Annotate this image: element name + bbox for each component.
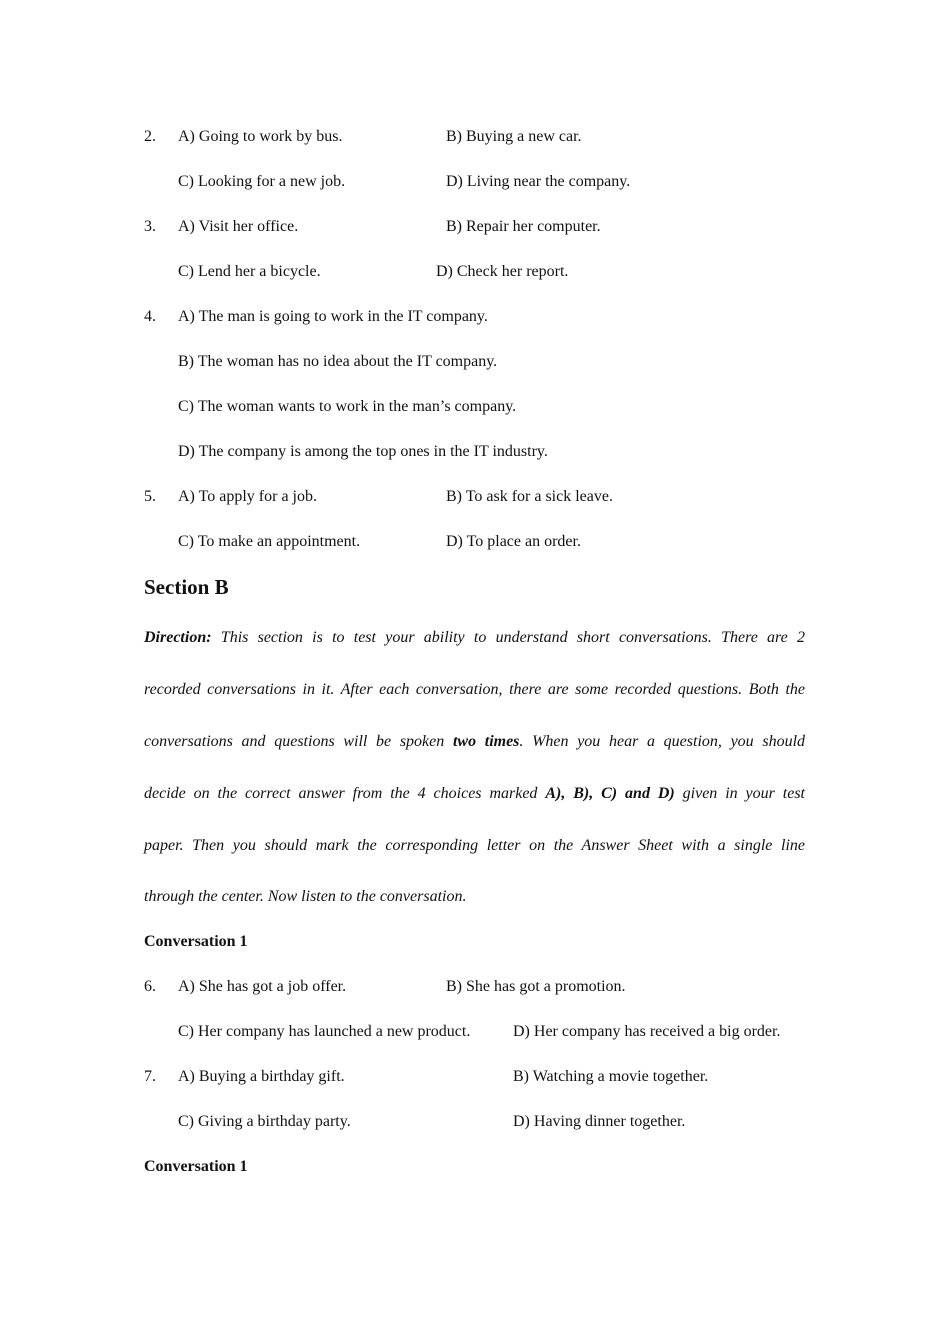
direction-text: decide on the correct answer from the 4 choices marked [144,785,538,802]
direction-line-3 [144,732,805,752]
conversation-label: Conversation 1 [144,1158,248,1175]
choice-b: B) Watching a movie together. [513,1068,709,1085]
choice-a: A) She has got a job offer. [178,978,347,995]
choice-d: D) Living near the company. [446,173,631,190]
choice-c: C) Her company has launched a new product. [178,1023,471,1040]
choice-c: C) The woman wants to work in the man’s company. [178,398,517,415]
direction-line-6: through the center. Now listen to the conversation. [144,888,467,905]
choice-b: B) She has got a promotion. [446,978,626,995]
choice-b: B) To ask for a sick leave. [446,488,613,505]
direction-line-2: recorded conversations in it. After each conversation, there are some recorded questions. Both the [144,681,805,698]
direction-label: Direction: [144,629,212,646]
choice-d: D) Check her report. [436,263,569,280]
choice-a: A) Going to work by bus. [178,128,343,145]
question-number: 3. [144,218,156,235]
direction-line-1 [144,628,805,648]
section-title: Section B [144,575,229,599]
choice-a: A) To apply for a job. [178,488,317,505]
choice-d: D) Having dinner together. [513,1113,686,1130]
choice-a: A) Visit her office. [178,218,299,235]
choice-b: B) Buying a new car. [446,128,582,145]
choice-b: B) The woman has no idea about the IT company. [178,353,498,370]
choice-d: D) The company is among the top ones in the IT industry. [178,443,548,460]
conversation-label: Conversation 1 [144,933,248,950]
direction-line-4 [144,784,805,804]
choice-c: C) To make an appointment. [178,533,361,550]
question-number: 5. [144,488,156,505]
choice-c: C) Lend her a bicycle. [178,263,321,280]
choice-b: B) Repair her computer. [446,218,601,235]
question-number: 2. [144,128,156,145]
question-number: 7. [144,1068,156,1085]
choice-c: C) Giving a birthday party. [178,1113,351,1130]
choice-a: A) Buying a birthday gift. [178,1068,345,1085]
choice-d: D) To place an order. [446,533,581,550]
direction-emphasis: two times [452,733,520,750]
direction-line-5: paper. Then you should mark the corresponding letter on the Answer Sheet with a single line [144,837,805,854]
direction-emphasis: A), B), C) and D) [545,785,675,802]
choice-c: C) Looking for a new job. [178,173,346,190]
direction-text: . When you hear a question, you should [519,733,806,750]
question-number: 4. [144,308,156,325]
direction-text: conversations and questions will be spoken [144,733,445,750]
choice-d: D) Her company has received a big order. [513,1023,781,1040]
choice-a: A) The man is going to work in the IT company. [178,308,488,325]
question-number: 6. [144,978,156,995]
direction-text: given in your test [682,785,805,802]
direction-text: This section is to test your ability to understand short conversations. There are 2 [220,629,806,646]
